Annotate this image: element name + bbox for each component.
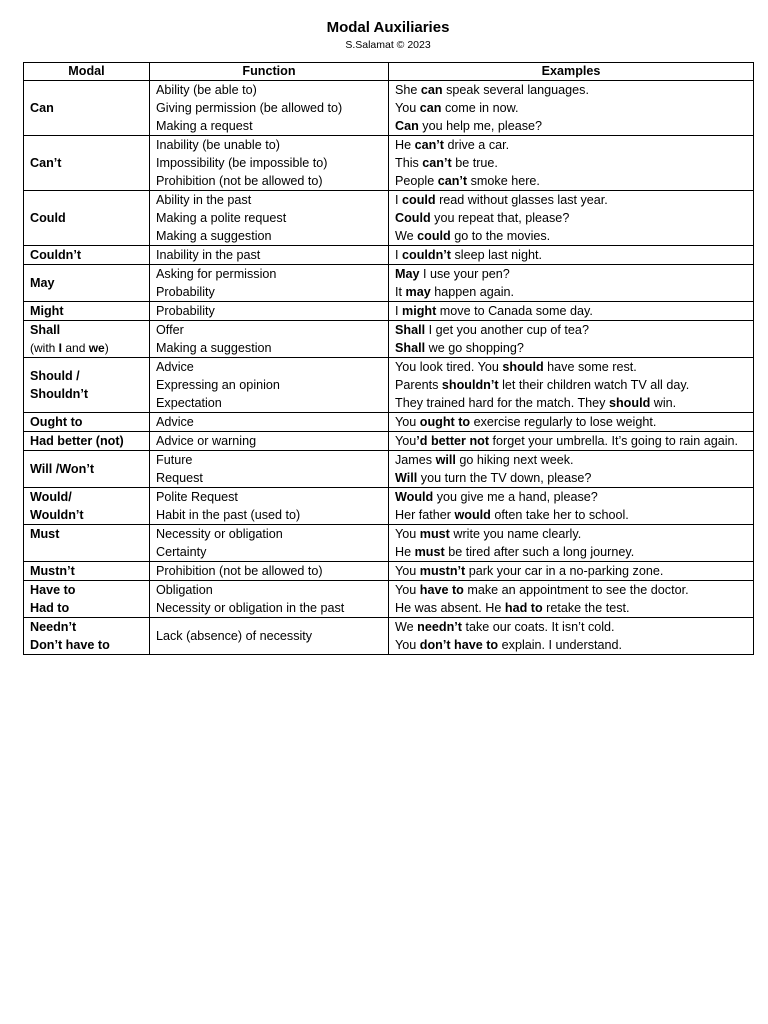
function-item: Prohibition (not be allowed to) — [156, 564, 323, 578]
example-text: take our coats. It isn’t cold. — [461, 620, 615, 634]
example-text: This — [395, 156, 423, 170]
example-sentence — [395, 432, 747, 450]
function-cell — [150, 302, 389, 321]
table-row — [24, 413, 754, 432]
example-text: retake the test. — [542, 601, 630, 615]
examples-cell — [389, 451, 754, 488]
note-segment: ) — [104, 341, 109, 355]
example-text: We — [395, 229, 418, 243]
modal-term: Couldn’t — [30, 248, 82, 262]
table-body — [24, 81, 754, 655]
example-sentence — [395, 581, 747, 599]
example-text: You — [395, 583, 420, 597]
example-text: let their children watch TV all day. — [498, 378, 690, 392]
modal-cell — [24, 191, 150, 246]
header-function: Function — [150, 63, 389, 81]
modal-term: Shouldn’t — [30, 387, 89, 401]
modal-highlight: might — [402, 304, 437, 318]
example-sentence — [395, 358, 747, 376]
example-sentence — [395, 209, 747, 227]
modal-term: Might — [30, 304, 64, 318]
function-item: Lack (absence) of necessity — [156, 629, 313, 643]
modal-term: Had better (not) — [30, 434, 124, 448]
example-sentence — [395, 599, 747, 617]
function-item: Necessity or obligation — [156, 527, 283, 541]
examples-cell — [389, 413, 754, 432]
modal-cell — [24, 488, 150, 525]
function-cell — [150, 488, 389, 525]
function-cell — [150, 562, 389, 581]
modal-cell — [24, 81, 150, 136]
example-sentence — [395, 227, 747, 245]
examples-cell — [389, 321, 754, 358]
example-text: you turn the TV down, please? — [417, 471, 592, 485]
table-row — [24, 321, 754, 358]
example-text: I get you another cup of tea? — [425, 323, 589, 337]
modal-term: Shall — [30, 323, 61, 337]
modal-highlight: may — [405, 285, 431, 299]
modal-highlight: must — [414, 545, 445, 559]
modal-cell — [24, 618, 150, 655]
modal-highlight: would — [454, 508, 491, 522]
modal-term: Mustn’t — [30, 564, 75, 578]
modal-term: Should / — [30, 369, 80, 383]
modal-highlight: May — [395, 267, 420, 281]
example-text: Her father — [395, 508, 455, 522]
example-text: go to the movies. — [450, 229, 551, 243]
example-text: be tired after such a long journey. — [444, 545, 635, 559]
function-cell — [150, 525, 389, 562]
function-item: Certainty — [156, 545, 207, 559]
example-text: make an appointment to see the doctor. — [463, 583, 689, 597]
function-cell — [150, 358, 389, 413]
modal-term: Had to — [30, 601, 70, 615]
example-text: He — [395, 545, 415, 559]
example-sentence — [395, 636, 747, 654]
example-sentence — [395, 81, 747, 99]
function-item: Expectation — [156, 396, 222, 410]
modal-cell — [24, 432, 150, 451]
table-row — [24, 451, 754, 488]
modal-highlight: should — [502, 360, 544, 374]
modal-highlight: can’t — [437, 174, 468, 188]
table-row — [24, 136, 754, 191]
modal-highlight: could — [417, 229, 451, 243]
modal-cell — [24, 562, 150, 581]
example-sentence — [395, 451, 747, 469]
example-text: People — [395, 174, 438, 188]
example-sentence — [395, 488, 747, 506]
example-text: James — [395, 453, 436, 467]
example-text: explain. I understand. — [498, 638, 623, 652]
function-item: Making a polite request — [156, 211, 287, 225]
modal-term: May — [30, 276, 55, 290]
function-cell — [150, 432, 389, 451]
modal-highlight: have to — [419, 583, 464, 597]
example-sentence — [395, 339, 747, 357]
example-sentence — [395, 543, 747, 561]
example-sentence — [395, 525, 747, 543]
example-sentence — [395, 117, 747, 135]
modal-cell — [24, 451, 150, 488]
example-sentence — [395, 618, 747, 636]
function-item: Necessity or obligation in the past — [156, 601, 345, 615]
function-item: Obligation — [156, 583, 213, 597]
examples-cell — [389, 246, 754, 265]
function-item: Ability (be able to) — [156, 83, 257, 97]
example-text: win. — [650, 396, 677, 410]
example-text: I — [395, 304, 402, 318]
modal-highlight: Will — [395, 471, 418, 485]
example-text: He — [395, 138, 415, 152]
function-item: Advice — [156, 360, 194, 374]
modal-highlight: shouldn’t — [441, 378, 499, 392]
table-row — [24, 562, 754, 581]
modal-cell — [24, 265, 150, 302]
example-text: forget your umbrella. It’s going to rain again. — [489, 434, 739, 448]
example-text: go hiking next week. — [455, 453, 574, 467]
modal-cell — [24, 525, 150, 562]
example-text: you repeat that, please? — [430, 211, 570, 225]
examples-cell — [389, 136, 754, 191]
function-item: Advice or warning — [156, 434, 257, 448]
modal-highlight: Would — [395, 490, 434, 504]
note-segment: we — [88, 341, 105, 355]
examples-cell — [389, 581, 754, 618]
example-sentence — [395, 469, 747, 487]
example-text: read without glasses last year. — [435, 193, 608, 207]
example-sentence — [395, 99, 747, 117]
function-cell — [150, 321, 389, 358]
function-item: Expressing an opinion — [156, 378, 280, 392]
function-item: Making a suggestion — [156, 229, 272, 243]
modal-highlight: Can — [395, 119, 419, 133]
examples-cell — [389, 618, 754, 655]
function-item: Prohibition (not be allowed to) — [156, 174, 323, 188]
function-cell — [150, 246, 389, 265]
function-item: Giving permission (be allowed to) — [156, 101, 343, 115]
modal-term: Don’t have to — [30, 638, 110, 652]
example-text: drive a car. — [444, 138, 510, 152]
examples-cell — [389, 265, 754, 302]
modal-term: Can’t — [30, 156, 62, 170]
function-item: Ability in the past — [156, 193, 252, 207]
note-segment: I — [58, 341, 63, 355]
example-text: They trained hard for the match. They — [395, 396, 609, 410]
example-text: I use your pen? — [419, 267, 510, 281]
page-subtitle: S.Salamat © 2023 — [345, 39, 431, 51]
example-sentence — [395, 506, 747, 524]
note-segment: and — [62, 341, 89, 355]
function-item: Asking for permission — [156, 267, 277, 281]
modal-term: Would/ — [30, 490, 72, 504]
example-sentence — [395, 172, 747, 190]
function-cell — [150, 413, 389, 432]
modal-term: Wouldn’t — [30, 508, 84, 522]
example-text: happen again. — [430, 285, 515, 299]
example-text: have some rest. — [543, 360, 637, 374]
function-item: Future — [156, 453, 193, 467]
modal-cell — [24, 581, 150, 618]
example-sentence — [395, 136, 747, 154]
modal-term: Needn’t — [30, 620, 77, 634]
modal-cell — [24, 136, 150, 191]
function-item: Inability (be unable to) — [156, 138, 280, 152]
modal-highlight: needn’t — [417, 620, 462, 634]
example-text: exercise regularly to lose weight. — [470, 415, 657, 429]
example-text: She — [395, 83, 421, 97]
example-sentence — [395, 376, 747, 394]
example-sentence — [395, 394, 747, 412]
example-text: You — [395, 415, 420, 429]
modal-highlight: couldn’t — [402, 248, 451, 262]
modal-highlight: mustn’t — [419, 564, 466, 578]
modal-highlight: will — [435, 453, 456, 467]
modal-highlight: Could — [395, 211, 431, 225]
example-sentence — [395, 283, 747, 301]
table-row — [24, 432, 754, 451]
function-cell — [150, 136, 389, 191]
examples-cell — [389, 562, 754, 581]
example-text: We — [395, 620, 418, 634]
table-row — [24, 358, 754, 413]
modal-highlight: can’t — [414, 138, 445, 152]
example-sentence — [395, 413, 747, 431]
page-title: Modal Auxiliaries — [326, 19, 450, 36]
example-sentence — [395, 302, 747, 320]
modal-usage-note — [30, 339, 143, 357]
example-text: You — [395, 638, 420, 652]
modal-highlight: ought to — [419, 415, 471, 429]
note-segment: (with — [30, 341, 59, 355]
modal-highlight: ’d better not — [416, 434, 490, 448]
example-sentence — [395, 562, 747, 580]
example-text: You — [395, 434, 417, 448]
modal-term: Will /Won’t — [30, 462, 95, 476]
modal-auxiliaries-table — [23, 62, 754, 655]
function-cell — [150, 581, 389, 618]
header-examples: Examples — [389, 63, 754, 81]
table-header-row — [24, 63, 754, 81]
example-text: write you name clearly. — [449, 527, 582, 541]
function-item: Probability — [156, 285, 215, 299]
example-text: You — [395, 564, 420, 578]
example-text: speak several languages. — [442, 83, 589, 97]
modal-cell — [24, 321, 150, 358]
example-text: be true. — [451, 156, 498, 170]
modal-highlight: can’t — [422, 156, 452, 170]
function-cell — [150, 265, 389, 302]
example-text: You — [395, 101, 420, 115]
modal-highlight: can — [419, 101, 442, 115]
modal-highlight: should — [608, 396, 651, 410]
modal-cell — [24, 246, 150, 265]
example-text: Parents — [395, 378, 442, 392]
modal-highlight: must — [419, 527, 450, 541]
function-cell — [150, 451, 389, 488]
example-sentence — [395, 154, 747, 172]
modal-highlight: Shall — [395, 341, 426, 355]
function-item: Making a request — [156, 119, 253, 133]
table-row — [24, 525, 754, 562]
example-text: He was absent. He — [395, 601, 505, 615]
example-text: move to Canada some day. — [436, 304, 593, 318]
header-modal: Modal — [24, 63, 150, 81]
function-item: Probability — [156, 304, 215, 318]
examples-cell — [389, 488, 754, 525]
examples-cell — [389, 358, 754, 413]
function-item: Inability in the past — [156, 248, 261, 262]
function-cell — [150, 618, 389, 655]
modal-term: Could — [30, 211, 66, 225]
function-item: Polite Request — [156, 490, 238, 504]
function-item: Advice — [156, 415, 194, 429]
table-row — [24, 81, 754, 136]
function-item: Request — [156, 471, 203, 485]
example-sentence — [395, 246, 747, 264]
example-text: You — [395, 527, 420, 541]
modal-cell — [24, 413, 150, 432]
example-text: park your car in a no-parking zone. — [465, 564, 664, 578]
example-text: we go shopping? — [425, 341, 524, 355]
table-row — [24, 246, 754, 265]
table-row — [24, 618, 754, 655]
modal-term: Ought to — [30, 415, 83, 429]
example-text: It — [395, 285, 406, 299]
modal-highlight: can — [420, 83, 443, 97]
example-text: often take her to school. — [490, 508, 629, 522]
table-row — [24, 265, 754, 302]
examples-cell — [389, 525, 754, 562]
modal-highlight: Shall — [395, 323, 426, 337]
example-text: You look tired. You — [395, 360, 503, 374]
function-item: Making a suggestion — [156, 341, 272, 355]
example-sentence — [395, 265, 747, 283]
function-item: Impossibility (be impossible to) — [156, 156, 328, 170]
example-text: come in now. — [441, 101, 519, 115]
table-row — [24, 191, 754, 246]
examples-cell — [389, 81, 754, 136]
examples-cell — [389, 191, 754, 246]
function-cell — [150, 191, 389, 246]
example-text: sleep last night. — [450, 248, 542, 262]
example-text: you give me a hand, please? — [433, 490, 598, 504]
modal-cell — [24, 302, 150, 321]
modal-cell — [24, 358, 150, 413]
table-row — [24, 581, 754, 618]
modal-term: Have to — [30, 583, 76, 597]
modal-highlight: could — [402, 193, 436, 207]
example-sentence — [395, 321, 747, 339]
modal-highlight: don’t have to — [419, 638, 499, 652]
modal-term: Must — [30, 527, 60, 541]
table-row — [24, 302, 754, 321]
examples-cell — [389, 302, 754, 321]
modal-term: Can — [30, 101, 54, 115]
example-text: smoke here. — [467, 174, 540, 188]
function-cell — [150, 81, 389, 136]
function-item: Habit in the past (used to) — [156, 508, 301, 522]
example-text: you help me, please? — [418, 119, 543, 133]
example-sentence — [395, 191, 747, 209]
table-row — [24, 488, 754, 525]
modal-highlight: had to — [504, 601, 543, 615]
example-text: I — [395, 248, 402, 262]
example-text: I — [395, 193, 402, 207]
examples-cell — [389, 432, 754, 451]
function-item: Offer — [156, 323, 184, 337]
